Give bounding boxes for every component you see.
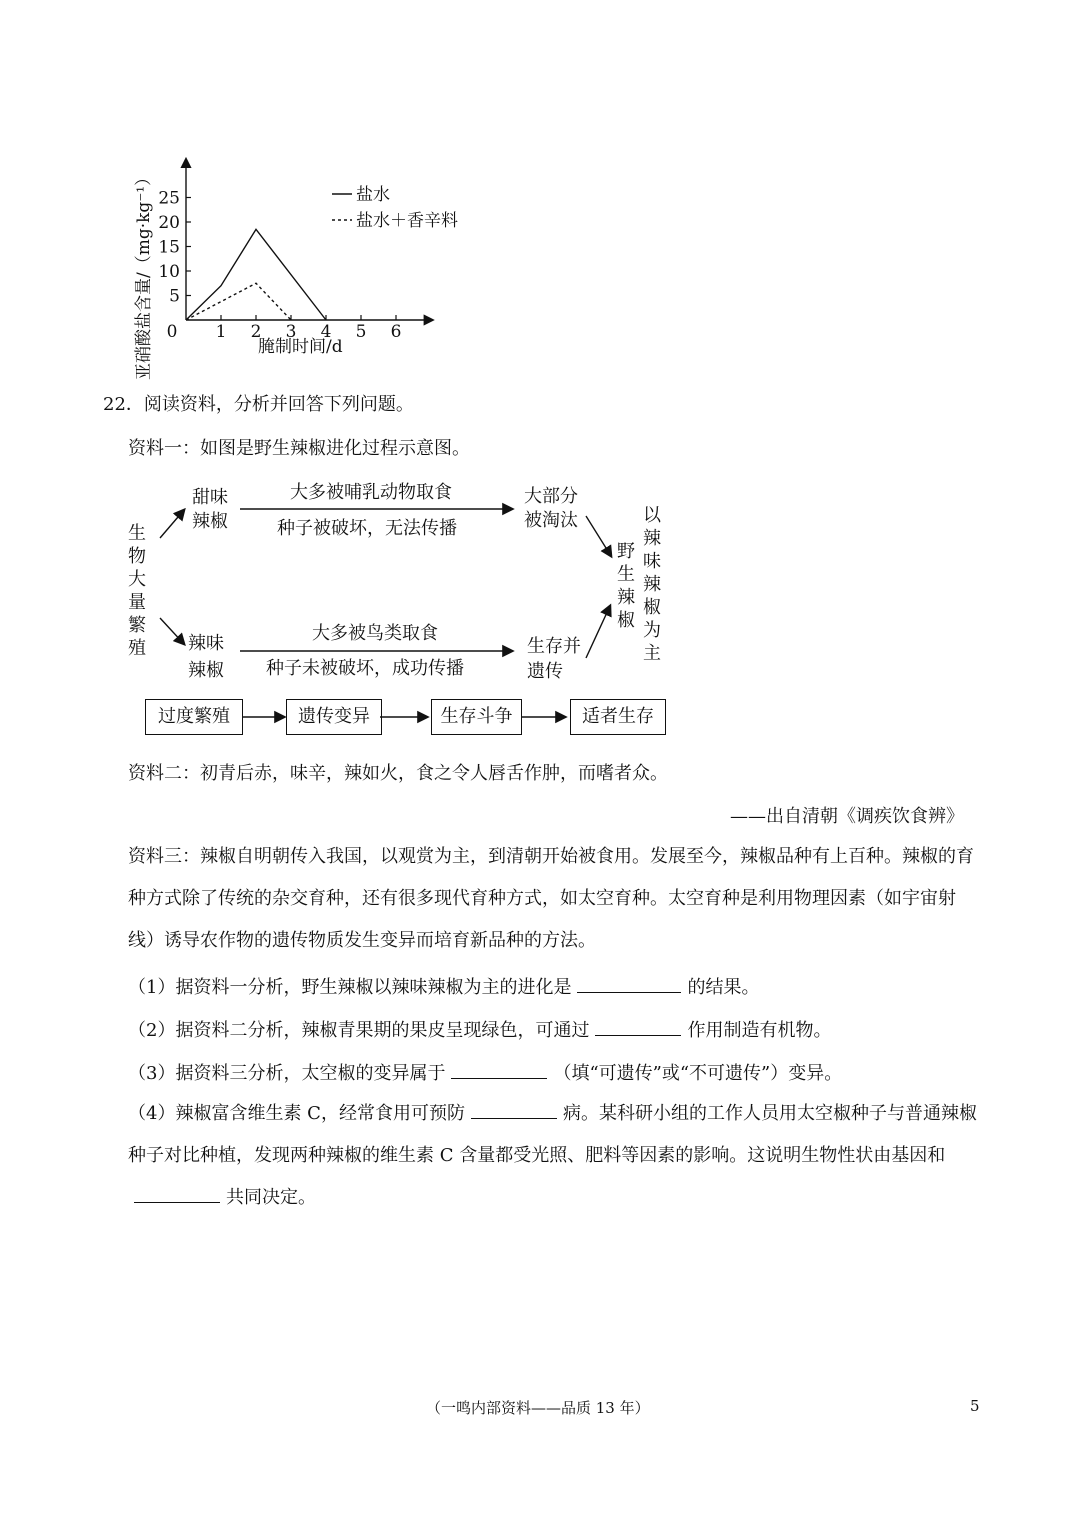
- x-tick-label: 0: [166, 322, 178, 342]
- nitrite-chart: [100, 130, 500, 380]
- left-vertical-label: 生 物 大 量 繁 殖: [128, 523, 146, 659]
- q4-answer-blank-2[interactable]: [134, 1182, 220, 1203]
- q1-text-end: 的结果。: [687, 977, 760, 998]
- q4-text: （4）辣椒富含维生素 C，经常食用可预防: [128, 1103, 465, 1124]
- q3-text: （3）据资料三分析，太空椒的变异属于: [128, 1063, 446, 1084]
- legend-label-1: 盐水: [356, 185, 390, 205]
- flow-box-3: 生存斗争: [431, 699, 522, 735]
- flow-box-1: 过度繁殖: [145, 699, 243, 735]
- y-tick-label: 20: [158, 213, 180, 233]
- q3-text-end: （填“可遗传”或“不可遗传”）变异。: [553, 1063, 843, 1084]
- x-axis-label: 腌制时间/d: [258, 337, 343, 357]
- material-2: 资料二：初青后赤，味辛，辣如火，食之令人唇舌作肿，而嗜者众。: [128, 763, 668, 784]
- x-tick-label: 3: [285, 322, 297, 342]
- q2-text-end: 作用制造有机物。: [687, 1020, 832, 1041]
- arrow-eliminated-to-wild: [586, 516, 611, 556]
- q4-answer-blank-1[interactable]: [471, 1098, 557, 1119]
- material-2-source: ——出自清朝《调疾饮食辨》: [730, 806, 964, 827]
- series-line-2: [186, 283, 291, 320]
- page-number: 5: [970, 1397, 980, 1415]
- y-tick-label: 25: [158, 188, 180, 209]
- bottom-arrow-above: 大多被鸟类取食: [312, 623, 438, 644]
- top-arrow-above: 大多被哺乳动物取食: [290, 482, 452, 503]
- q1-answer-blank[interactable]: [577, 972, 681, 993]
- q2-answer-blank[interactable]: [595, 1015, 681, 1036]
- eliminated-label: 大部分被淘汰: [524, 486, 578, 531]
- arrow-to-spicy: [160, 618, 184, 644]
- arrow-to-sweet: [160, 510, 184, 538]
- material-3: 资料三：辣椒自明朝传入我国，以观赏为主，到清朝开始被食用。发展至今，辣椒品种有上百种。辣椒的育种方式除了传统的杂交育种，还有很多现代育种方式，如太空育种。太空育种是利用物理因素（如宇宙射线）诱导农作物的遗传物质发生变异而培育新品种的方法。: [128, 846, 974, 951]
- y-tick-label: 10: [158, 262, 180, 282]
- q3-answer-blank[interactable]: [451, 1058, 547, 1079]
- q4-text-end: 共同决定。: [226, 1187, 316, 1208]
- question-1: [128, 972, 759, 1001]
- material-1: 资料一：如图是野生辣椒进化过程示意图。: [128, 438, 470, 459]
- result-label: 以 辣 味 辣 椒 为 主: [643, 505, 661, 664]
- flow-box-2: 遗传变异: [286, 699, 382, 735]
- y-axis-label: 亚硝酸盐含量/（mg·kg⁻¹）: [134, 168, 154, 380]
- x-tick-label: 5: [355, 322, 367, 342]
- question-4: [128, 1093, 978, 1219]
- question-3: [128, 1058, 842, 1087]
- series-line-1: [186, 229, 326, 320]
- x-tick-label: 6: [390, 322, 402, 342]
- flow-box-4: 适者生存: [570, 699, 666, 735]
- q4-text-middle: 病。某科研小组的工作人员用太空椒种子与普通辣椒种子对比种植，发现两种辣椒的维生素 C 含量都受光照、肥料等因素的影响。这说明生物性状由基因和: [128, 1103, 977, 1166]
- x-tick-label: 1: [215, 322, 227, 342]
- y-tick-label: 5: [169, 286, 180, 307]
- question-heading: 22．阅读资料，分析并回答下列问题。: [103, 394, 414, 415]
- question-2: [128, 1015, 831, 1044]
- arrow-survive-to-wild: [586, 606, 610, 658]
- sweet-pepper: 甜味辣椒: [192, 487, 228, 532]
- x-tick-label: 4: [320, 322, 332, 342]
- survive-label: 生存并遗传: [527, 636, 581, 682]
- footer-center: （一鸣内部资料——品质 13 年）: [426, 1399, 650, 1417]
- x-tick-label: 2: [250, 322, 262, 342]
- bottom-arrow-below: 种子未被破坏，成功传播: [266, 658, 464, 679]
- top-arrow-below: 种子被破坏，无法传播: [277, 518, 457, 539]
- q1-text: （1）据资料一分析，野生辣椒以辣味辣椒为主的进化是: [128, 977, 572, 998]
- wild-pepper-label: 野 生 辣 椒: [617, 541, 635, 631]
- legend-label-2: 盐水＋香辛料: [356, 211, 458, 231]
- y-tick-label: 15: [158, 237, 180, 258]
- spicy-pepper: 辣味辣椒: [188, 633, 224, 681]
- q2-text: （2）据资料二分析，辣椒青果期的果皮呈现绿色，可通过: [128, 1020, 590, 1041]
